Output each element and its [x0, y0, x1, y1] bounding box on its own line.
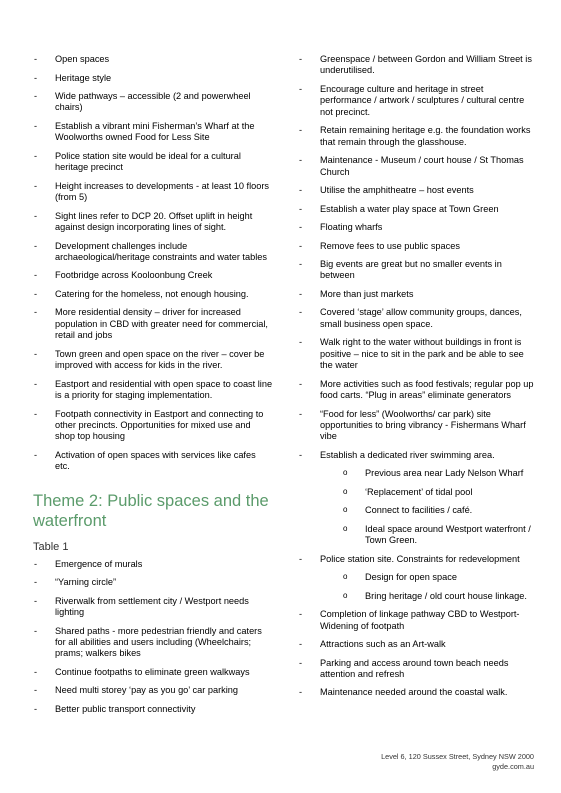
sub-list-item: o Bring heritage / old court house linkage. [320, 591, 536, 602]
list-item: - Shared paths - more pedestrian friendly and caters for all abilities and users including (Wheelchairs; prams; walkers bikes [33, 626, 273, 660]
list-item: - Wide pathways – accessible (2 and powerwheel chairs) [33, 91, 273, 114]
theme-heading: Theme 2: Public spaces and the waterfront [33, 491, 269, 530]
page-footer [381, 752, 534, 771]
list-item: - Development challenges include archaeological/heritage constraints and water tables [33, 241, 273, 264]
list-item: - Sight lines refer to DCP 20. Offset uplift in height against design incorporating lines of sight. [33, 211, 273, 234]
footer-address: Level 6, 120 Sussex Street, Sydney NSW 2000 [381, 752, 534, 761]
list-item-text: Police station site. Constraints for redevelopment [320, 553, 520, 564]
list-item: - Better public transport connectivity [33, 704, 273, 715]
list-item: - Utilise the amphitheatre – host events [298, 185, 536, 196]
right-bullet-list [298, 54, 536, 699]
sub-list-item: o ‘Replacement’ of tidal pool [320, 487, 536, 498]
sub-list-item: o Connect to facilities / café. [320, 505, 536, 516]
table-label: Table 1 [33, 540, 69, 553]
list-item: - Big events are great but no smaller events in between [298, 259, 536, 282]
sub-list-item: o Previous area near Lady Nelson Wharf [320, 468, 536, 479]
list-item: - Open spaces [33, 54, 273, 65]
left-bullet-list-2 [33, 559, 273, 716]
list-item: - Floating wharfs [298, 222, 536, 233]
list-item: - Catering for the homeless, not enough housing. [33, 289, 273, 300]
list-item: - “Yarning circle” [33, 577, 273, 588]
list-item-police-station [298, 554, 536, 602]
list-item: - Establish a water play space at Town Green [298, 204, 536, 215]
footer-website: gyde.com.au [492, 761, 534, 771]
list-item: - More activities such as food festivals; regular pop up food carts. “Plug in areas” eliminate generators [298, 379, 536, 402]
sub-list-item: o Ideal space around Westport waterfront / Town Green. [320, 524, 536, 547]
list-item: - Eastport and residential with open space to coast line is a priority for staging implementation. [33, 379, 273, 402]
list-item: - Activation of open spaces with services like cafes etc. [33, 450, 273, 473]
list-item: - Covered ‘stage’ allow community groups, dances, small business open space. [298, 307, 536, 330]
list-item: - Maintenance needed around the coastal walk. [298, 687, 536, 698]
list-item: - Retain remaining heritage e.g. the foundation works that remain through the glasshouse. [298, 125, 536, 148]
list-item: - More than just markets [298, 289, 536, 300]
list-item-text: Establish a dedicated river swimming area. [320, 449, 495, 460]
list-item: - Heritage style [33, 73, 273, 84]
swimming-sub-list [320, 468, 536, 546]
list-item: - Continue footpaths to eliminate green walkways [33, 667, 273, 678]
right-column [298, 54, 536, 706]
list-item: - Remove fees to use public spaces [298, 241, 536, 252]
list-item: - Attractions such as an Art-walk [298, 639, 536, 650]
police-sub-list [320, 572, 536, 602]
list-item-swimming [298, 450, 536, 547]
list-item: - Riverwalk from settlement city / Westport needs lighting [33, 596, 273, 619]
list-item: - Establish a vibrant mini Fisherman’s Wharf at the Woolworths owned Food for Less Site [33, 121, 273, 144]
list-item: - Height increases to developments - at least 10 floors (from 5) [33, 181, 273, 204]
list-item: - Town green and open space on the river – cover be improved with access for kids in the river. [33, 349, 273, 372]
list-item: - Walk right to the water without buildings in front is positive – nice to sit in the park and be able to see the water [298, 337, 536, 371]
list-item: - “Food for less” (Woolworths/ car park) site opportunities to bring vibrancy - Fishermans Wharf vibe [298, 409, 536, 443]
list-item: - Emergence of murals [33, 559, 273, 570]
list-item: - Footbridge across Kooloonbung Creek [33, 270, 273, 281]
list-item: - Maintenance - Museum / court house / St Thomas Church [298, 155, 536, 178]
list-item: - More residential density – driver for increased population in CBD with greater need for commercial, retail and jobs [33, 307, 273, 341]
list-item: - Parking and access around town beach needs attention and refresh [298, 658, 536, 681]
list-item: - Greenspace / between Gordon and William Street is underutilised. [298, 54, 536, 77]
list-item: - Need multi storey ‘pay as you go’ car parking [33, 685, 273, 696]
sub-list-item: o Design for open space [320, 572, 536, 583]
list-item: - Completion of linkage pathway CBD to Westport- Widening of footpath [298, 609, 536, 632]
left-column [33, 54, 273, 722]
list-item: - Footpath connectivity in Eastport and connecting to other precincts. Opportunities for mixed use and shop top housing [33, 409, 273, 443]
list-item: - Police station site would be ideal for a cultural heritage precinct [33, 151, 273, 174]
list-item: - Encourage culture and heritage in street performance / artwork / sculptures / cultural centre not precinct. [298, 84, 536, 118]
left-bullet-list-1 [33, 54, 273, 473]
